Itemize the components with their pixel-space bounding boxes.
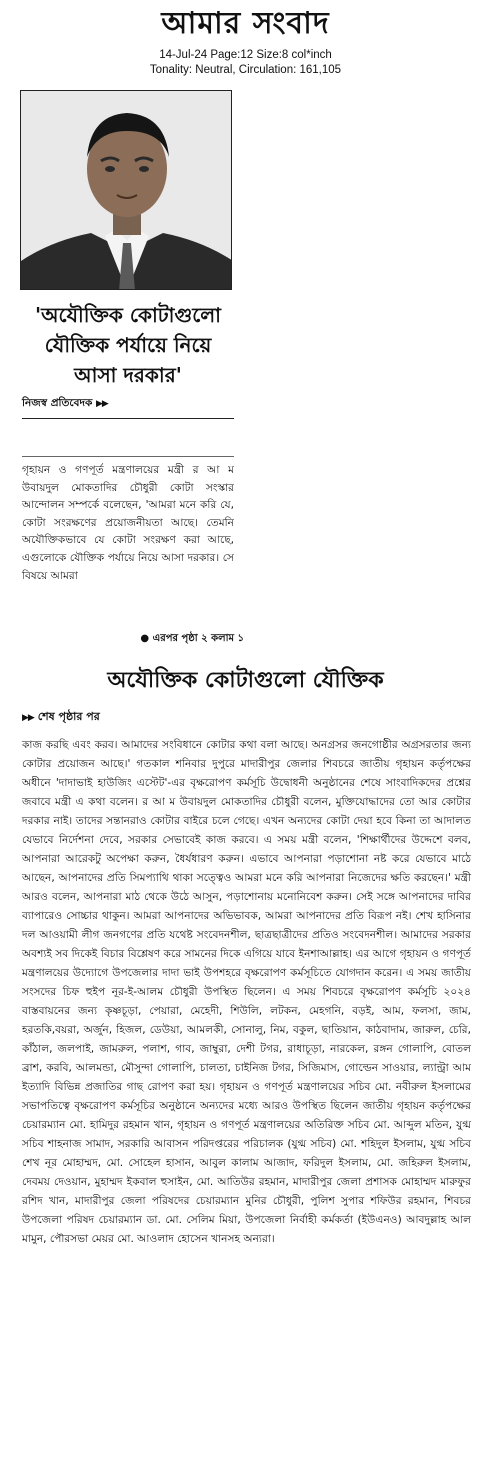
continued-on-page-marker: ● এরপর পৃষ্ঠা ২ কলাম ১	[140, 633, 244, 644]
clipping-meta-info: 14-Jul-24 Page:12 Size:8 col*inch	[159, 49, 332, 61]
continued-from-label	[22, 710, 222, 725]
divider	[22, 418, 234, 419]
newspaper-masthead: আমার সংবাদ	[161, 6, 330, 41]
minister-photo	[20, 90, 232, 290]
divider	[22, 456, 234, 457]
double-arrow-icon: ▶▶	[96, 399, 108, 409]
continued-from-text: শেষ পৃষ্ঠার পর	[37, 710, 100, 723]
article-intro-text: গৃহায়ন ও গণপূর্ত মন্ত্রণালয়ের মন্ত্রী র আ ম উবায়দুল মোকতাদির চৌধুরী কোটা সংস্কার আন্দোলন সম্পর্কে বলেছেন, 'আমরা মনে করি যে, কোটা সংরক্ষণের প্রয়োজনীয়তা আছে। তেমনি অযৌক্তিকভাবে যে কোটা সংরক্ষণ করা আছে, এগুলোকে যৌক্তিক পর্যায়ে নিয়ে আসা দরকার। সে বিষয়ে আমরা	[22, 464, 234, 582]
double-arrow-icon: ▶▶	[22, 713, 34, 723]
byline-text: নিজস্ব প্রতিবেদক	[22, 397, 93, 409]
continuation-headline: অযৌক্তিক কোটাগুলো যৌক্তিক	[107, 668, 384, 693]
byline	[22, 396, 234, 411]
continuation-body-text: কাজ করছি এবং করব। আমাদের সংবিধানে কোটার কথা বলা আছে। অনগ্রসর জনগোষ্ঠীর অগ্রসরতার জন্য কোটার প্রয়োজন আছে।' গতকাল শনিবার দুপুরে মাদারীপুর জেলার শিবচরে জাতীয় গৃহায়ন কর্তৃপক্ষের অধীনে 'দাদাভাই হাউজিং এস্টেট'-এর বৃক্ষরোপণ কর্মসূচি উদ্বোধনী অনুষ্ঠানের শেষে সাংবাদিকদের প্রশ্নের জবাবে মন্ত্রী এ কথা বলেন। র আ ম উবায়দুল মোকতাদির চৌধুরী বলেন, মুক্তিযোদ্ধাদের তো আর কোটার দরকার নাই। তাদের সন্তানরাও কোটার বাইরে চলে গেছে। এখন অন্যদের কোটা দেয়া হবে কিনা তা আদালত যেভাবে নির্দেশনা দেবে, সরকার সেভাবেই কাজ করবে। এ সময় মন্ত্রী বলেন, 'শিক্ষার্থীদের উদ্দেশে বলব, আপনারা আরেকটু অপেক্ষা করুন, ধৈর্যধারণ করুন। এভাবে আপনারা পড়াশোনা নষ্ট করে যেভাবে মাঠে আছেন, আপনাদের প্রতি সিমপ্যাথি থাকা সত্ত্বেও আমরা মনে করি আপনারা নিজেদের ক্ষতি করছেন।' মন্ত্রী আরও বলেন, আপনারা মাঠ থেকে উঠে আসুন, পড়াশোনায় মনোনিবেশ করুন। সেই সঙ্গে আপনাদের দাবির ব্যাপারেও সোচ্চার থাকুন। আমরা আপনাদের অভিভাবক, আমরা আপনাদের প্রতি বিরূপ নই। শেখ হাসিনার দল আওয়ামী লীগ জনগণের প্রতি যথেষ্ট সংবেদনশীল, ছাত্রছাত্রীদের প্রতিও সংবেদনশীল। আমাদের সরকার অবশ্যই সব দিকেই বিচার বিশ্লেষণ করে সামনের দিকে এগিয়ে যাবে ইনশাআল্লাহ। এর আগে গৃহায়ন ও গণপূর্ত মন্ত্রণালয়ের উদ্যোগে উপজেলার দাদা ভাই উপশহরে বৃক্ষরোপণ কর্মসূচিতে যোগদান করেন। এ সময় জাতীয় সংসদের চিফ হুইপ নূর-ই-আলম চৌধুরী উপস্থিত ছিলেন। এ সময় শিবচরে বৃক্ষরোপণ কর্মসূচি ২০২৪ বাস্তবায়নের জন্য কৃষ্ণচূড়া, পেয়ারা, মেহেদী, শিউলি, লটকন, মেহগনি, বড়ই, আম, ফলসা, জাম, হরতকি,বয়রা, অর্জুন, হিজল, ডেউয়া, আমলকী, সোনালু, নিম, বকুল, ছাতিয়ান, কাঠবাদাম, জারুল, চেরি, কাঁঠাল, জলপাই, জামরুল, পলাশ, গাব, জাম্বুরা, দেশী টগর, রাধাচূড়া, নারকেল, রঙ্গন গোলাপি, বোতল ব্রাশ, করবি, আলমন্ডা, মৌসুন্দা গোলাপি, চালতা, চাইনিজ টগর, সিজিমাস, গোল্ডেন সাওয়ার, ল্যান্ট্রা আম ইত্যাদি বিভিন্ন প্রজাতির গাছ রোপণ করা হয়। গৃহায়ন ও গণপূর্ত মন্ত্রণালয়ের সচিব মো. নবীরুল ইসলামের সভাপতিত্বে বৃক্ষরোপণ কর্মসূচির অনুষ্ঠানে অন্যদের মধ্যে আরও উপস্থিত ছিলেন জাতীয় গৃহায়ন কর্তৃপক্ষের চেয়ারম্যান মো. হামিদুর রহমান খান, গৃহায়ন ও গণপূর্ত মন্ত্রণালয়ের অতিরিক্ত সচিব মো. আব্দুল মতিন, যুগ্ম সচিব শাহনাজ সামাদ, সরকারি আবাসন পরিদপ্তরের পরিচালক (যুগ্ম সচিব) মো. শহিদুল ইসলাম, যুগ্ম সচিব শেখ নূর মোহাম্মদ, মো. সোহেল হাসান, আবুল কালাম আজাদ, ফরিদুল ইসলাম, মো. জহিরুল ইসলাম, দেবময় দেওয়ান, মুহাম্মদ ইকবাল হুসাইন, মো. আতিউর রহমান, মাদারীপুর জেলা প্রশাসক মোহাম্মদ মারুফুর রশিদ খান, মাদারীপুর জেলা পরিষদের চেয়ারম্যান মুনির চৌধুরী, পুলিশ সুপার শফিউর রহমান, শিবচর উপজেলা পরিষদ চেয়ারম্যান ডা. মো. সেলিম মিয়া, উপজেলা নির্বাহী কর্মকর্তা (ইউএনও) আবদুল্লাহ আল মামুন, পৌরসভা মেয়র মো. আওলাদ হোসেন খানসহ অন্যরা।	[22, 739, 471, 1245]
portrait-illustration	[21, 91, 232, 290]
article-headline: 'অযৌক্তিক কোটাগুলো যৌক্তিক পর্যায়ে নিয়ে আসা দরকার'	[35, 303, 221, 387]
clipping-meta-tonality: Tonality: Neutral, Circulation: 161,105	[149, 64, 342, 76]
